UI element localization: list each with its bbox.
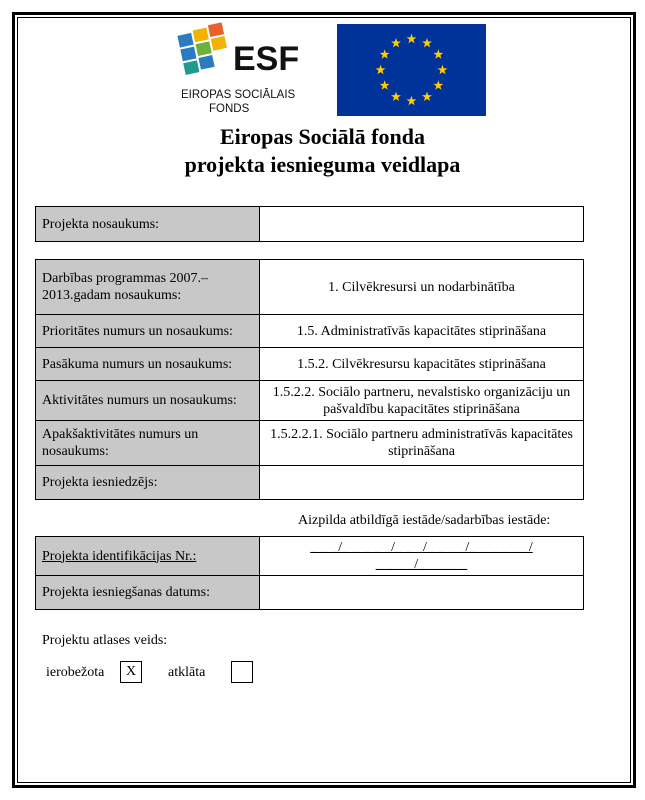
option-restricted-label: ierobežota [46,665,105,680]
option-open-label: atklāta [168,665,206,680]
option-restricted-checkbox[interactable]: X [120,661,142,683]
project-id-pattern-line-2: _ _ _ _/_ _ _ _ _ [375,557,468,572]
project-id-label: Projekta identifikācijas Nr.: [36,537,260,576]
project-name-label: Projekta nosaukums: [36,207,260,242]
esf-logo-text: ESF [233,40,300,78]
measure-value: 1.5.2. Cilvēkresursu kapacitātes stiprināšana [260,348,584,381]
esf-logo-subtitle-1: EIROPAS SOCIĀLAIS [181,89,296,101]
project-id-field[interactable] [260,537,584,576]
identification-table [35,536,584,610]
applicant-label: Projekta iesniedzējs: [36,466,260,500]
page-title-line-1: Eiropas Sociālā fonda [220,124,425,149]
programme-value: 1. Cilvēkresursi un nodarbinātība [260,260,584,315]
programme-table [35,259,584,500]
page-title-line-2: projekta iesnieguma veidlapa [184,152,461,177]
subactivity-value: 1.5.2.2.1. Sociālo partneru administratīvās kapacitātes stiprināšana [260,421,584,466]
activity-label: Aktivitātes numurs un nosaukums: [36,381,260,421]
submission-date-label: Projekta iesniegšanas datums: [36,576,260,610]
option-open-checkbox[interactable] [231,661,253,683]
applicant-field[interactable] [260,466,584,500]
measure-label: Pasākuma numurs un nosaukums: [36,348,260,381]
project-id-pattern-line-1: _ _ _/_ _ _ _ _/_ _ _/_ _ _ _/_ _ _ _ _ _/ [310,540,533,555]
esf-logo-subtitle-2: FONDS [209,103,250,115]
priority-label: Prioritātes numurs un nosaukums: [36,315,260,348]
project-name-field[interactable] [260,207,584,242]
priority-value: 1.5. Administratīvās kapacitātes stiprināšana [260,315,584,348]
institution-note: Aizpilda atbildīgā iestāde/sadarbības iestāde: [298,513,551,528]
esf-logo [175,22,315,118]
project-name-table [35,206,584,242]
subactivity-label: Apakšaktivitātes numurs un nosaukums: [36,421,260,466]
activity-value: 1.5.2.2. Sociālo partneru, nevalstisko organizāciju un pašvaldību kapacitātes stiprināšana [260,381,584,421]
submission-date-field[interactable] [260,576,584,610]
eu-flag [337,24,486,116]
programme-label: Darbības programmas 2007.–2013.gadam nosaukums: [36,260,260,315]
selection-type-label: Projektu atlases veids: [42,633,168,648]
